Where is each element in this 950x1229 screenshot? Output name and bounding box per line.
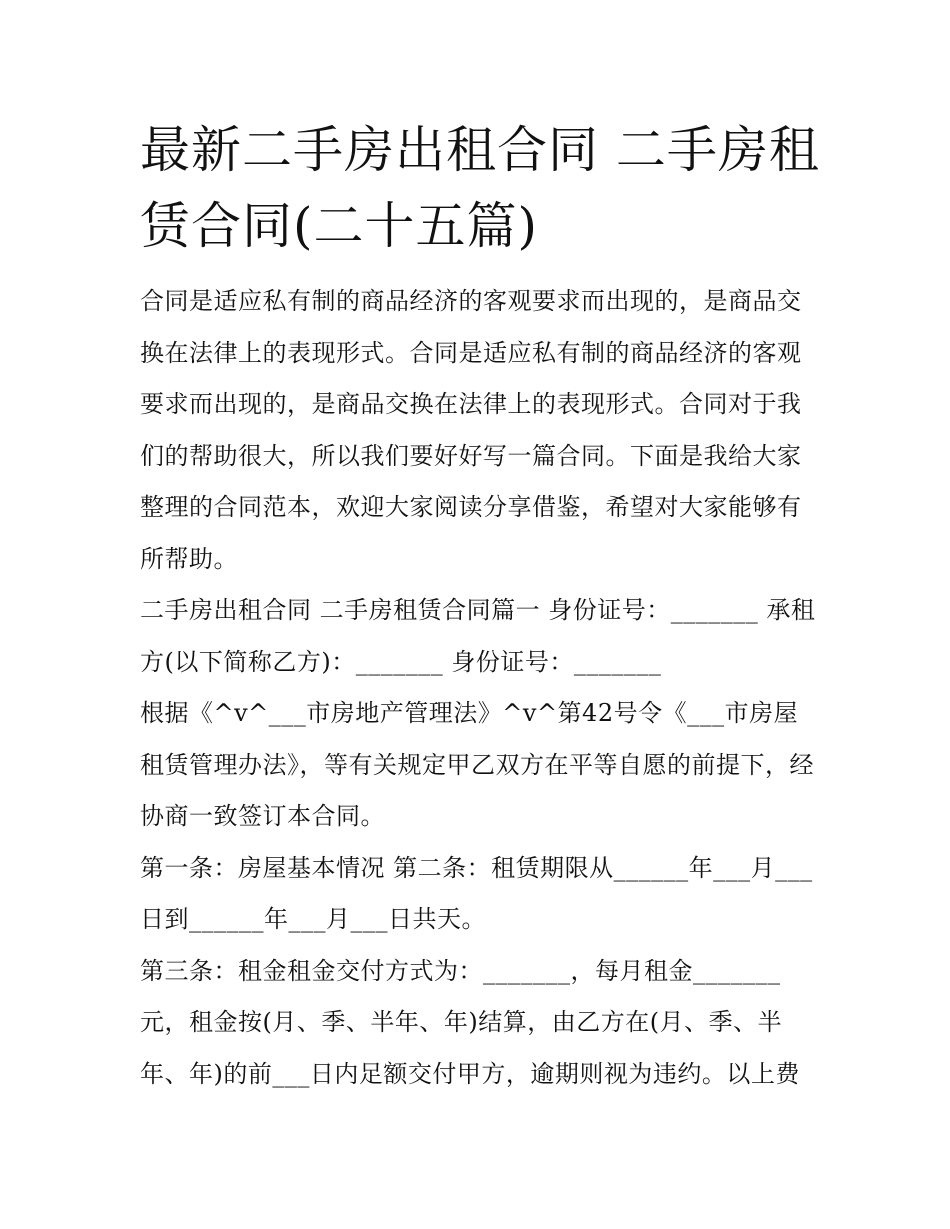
article-three-paragraph: 第三条：租金租金交付方式为：_______，每月租金_______元，租金按(月、季、半年、年)结算，由乙方在(月、季、半年、年)的前___日内足额交付甲方，逾期则视为违约。以上费 <box>140 956 800 1088</box>
legal-basis-paragraph: 根据《^v^___市房地产管理法》^v^第42号令《___市房屋租赁管理办法》，等有关规定甲乙双方在平等自愿的前提下，经协商一致签订本合同。 <box>140 699 814 830</box>
article-one-two-paragraph: 第一条：房屋基本情况 第二条：租赁期限从______年___月___日到______年___月___日共天。 <box>140 853 813 933</box>
parties-paragraph: 二手房出租合同 二手房租赁合同篇一 身份证号：_______ 承租方(以下简称乙方)：_______ 身份证号：_______ <box>140 596 816 676</box>
document-title: 最新二手房出租合同 二手房租赁合同(二十五篇) <box>140 121 820 255</box>
document-body <box>140 276 816 1100</box>
intro-paragraph: 合同是适应私有制的商品经济的客观要求而出现的，是商品交换在法律上的表现形式。合同是适应私有制的商品经济的客观要求而出现的，是商品交换在法律上的表现形式。合同对于我们的帮助很大，所以我们要好好写一篇合同。下面是我给大家整理的合同范本，欢迎大家阅读分享借鉴，希望对大家能够有所帮助。 <box>140 287 802 573</box>
